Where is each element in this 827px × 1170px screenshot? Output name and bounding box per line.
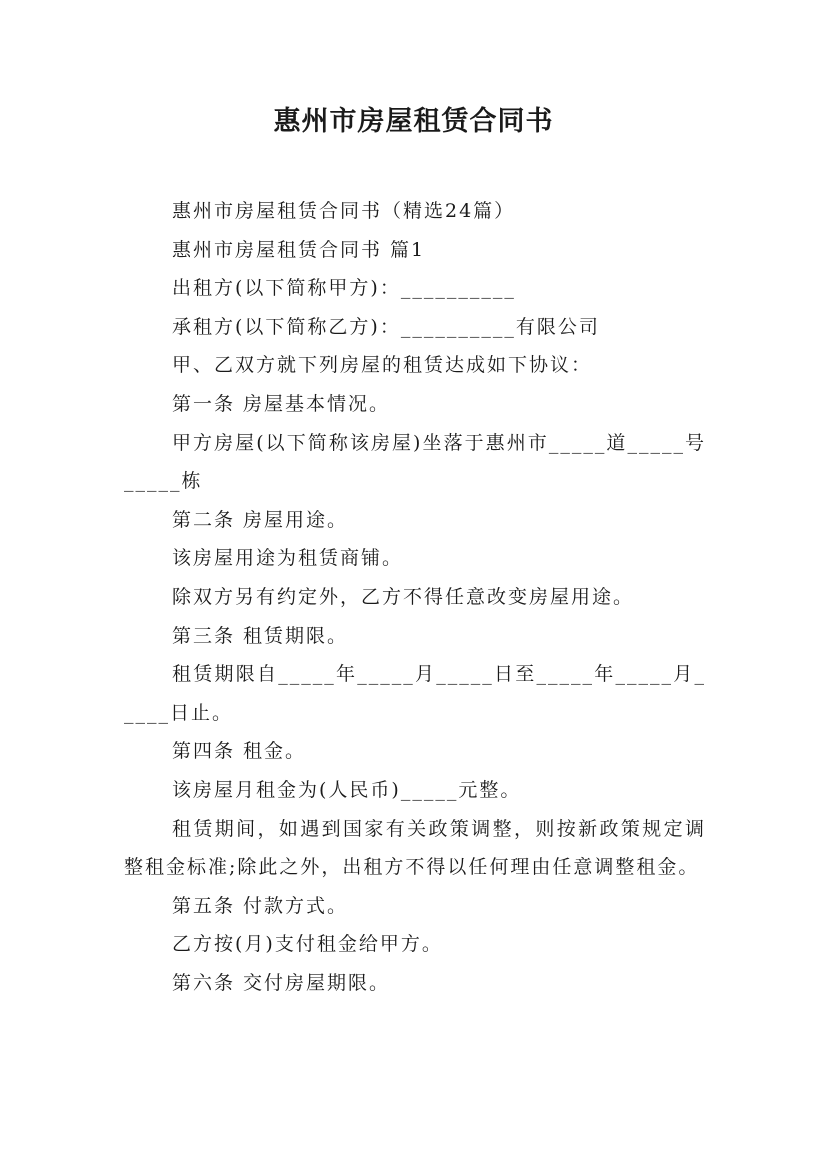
paragraph-article-4: 第四条 租金。 xyxy=(172,740,307,763)
paragraph-rent-adjustment: 租赁期间，如遇到国家有关政策调整，则按新政策规定调整租金标准;除此之外，出租方不得以任何理由任意调整租金。 xyxy=(124,817,706,879)
paragraph-subtitle: 惠州市房屋租赁合同书（精选24篇） xyxy=(172,200,516,222)
paragraph-property-location: 甲方房屋(以下简称该房屋)坐落于惠州市_____道_____号_____栋 xyxy=(124,431,706,493)
paragraph-usage-restriction: 除双方另有约定外，乙方不得任意改变房屋用途。 xyxy=(172,585,635,608)
paragraph-article-3: 第三条 租赁期限。 xyxy=(172,624,349,647)
paragraph-agreement-intro: 甲、乙双方就下列房屋的租赁达成如下协议： xyxy=(172,354,593,377)
paragraph-article-5: 第五条 付款方式。 xyxy=(172,894,349,917)
paragraph-article-6: 第六条 交付房屋期限。 xyxy=(172,971,391,994)
document-body xyxy=(124,192,706,1002)
paragraph-monthly-rent: 该房屋月租金为(人民币)_____元整。 xyxy=(172,778,522,801)
paragraph-payment: 乙方按(月)支付租金给甲方。 xyxy=(172,933,443,956)
document-title: 惠州市房屋租赁合同书 xyxy=(273,106,554,137)
paragraph-section-heading: 惠州市房屋租赁合同书 篇1 xyxy=(172,238,426,261)
paragraph-lessor: 出租方(以下简称甲方)：__________ xyxy=(172,277,516,300)
paragraph-lessee: 承租方(以下简称乙方)：__________有限公司 xyxy=(172,315,600,338)
paragraph-article-1: 第一条 房屋基本情况。 xyxy=(172,392,391,415)
paragraph-lease-term: 租赁期限自_____年_____月_____日至_____年_____月_____日止。 xyxy=(124,663,706,724)
paragraph-usage: 该房屋用途为租赁商铺。 xyxy=(172,547,404,570)
paragraph-article-2: 第二条 房屋用途。 xyxy=(172,508,349,531)
